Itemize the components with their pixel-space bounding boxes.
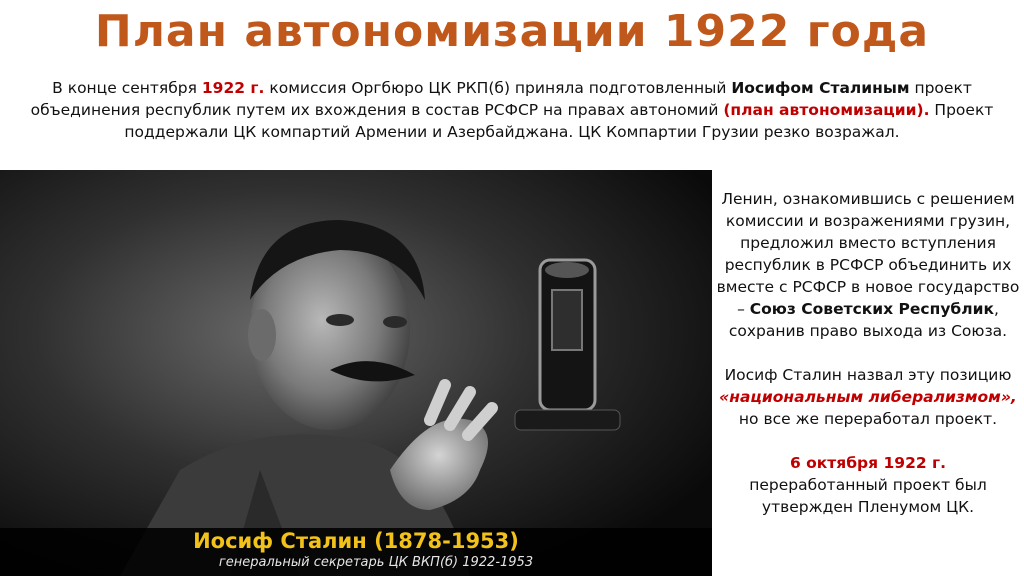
stalin-photo [0, 170, 712, 576]
intro-text-3: проект объединения республик путем их вхождения в состав РСФСР на правах автономий [30, 79, 972, 119]
intro-text-1: В конце сентября [52, 79, 202, 97]
intro-paragraph [12, 77, 1012, 143]
intro-text-2: комиссия Оргбюро ЦК РКП(б) приняла подготовленный [264, 79, 732, 97]
page-title: План автономизации 1922 года [94, 6, 930, 57]
intro-year: 1922 г. [201, 79, 265, 97]
photo-caption [0, 528, 712, 576]
lenin-text-a: Ленин, ознакомившись с решением комиссии и возражениями грузин, предложил вместо вступления республик в РСФСР объединить их вместе с РСФСР в новое государство – [716, 190, 1020, 318]
intro-text-4: Проект поддержали ЦК компартий Армении и Азербайджана. ЦК Компартии Грузии резко возражал. [124, 101, 994, 141]
stalin-text-a: Иосиф Сталин назвал эту позицию [724, 366, 1012, 384]
side-text [714, 188, 1022, 518]
caption-name: Иосиф Сталин (1878-1953) [193, 529, 519, 553]
approval-date: 6 октября 1922 г. [789, 454, 947, 472]
liberalism-quote: «национальным либерализмом», [719, 388, 1017, 406]
stalin-text-b: но все же переработал проект. [738, 410, 998, 428]
caption-role: генеральный секретарь ЦК ВКП(б) 1922-1953 [218, 555, 534, 570]
lenin-paragraph [714, 188, 1022, 342]
lenin-text-b: , сохранив право выхода из Союза. [728, 300, 1008, 340]
photo-illustration [0, 170, 712, 576]
approval-text: переработанный проект был утвержден Пленумом ЦК. [749, 476, 987, 516]
intro-stalin: Иосифом Сталиным [731, 79, 910, 97]
union-name: Союз Советских Республик [749, 300, 994, 318]
approval-paragraph [714, 452, 1022, 518]
stalin-paragraph [714, 364, 1022, 430]
intro-plan: (план автономизации). [723, 101, 930, 119]
